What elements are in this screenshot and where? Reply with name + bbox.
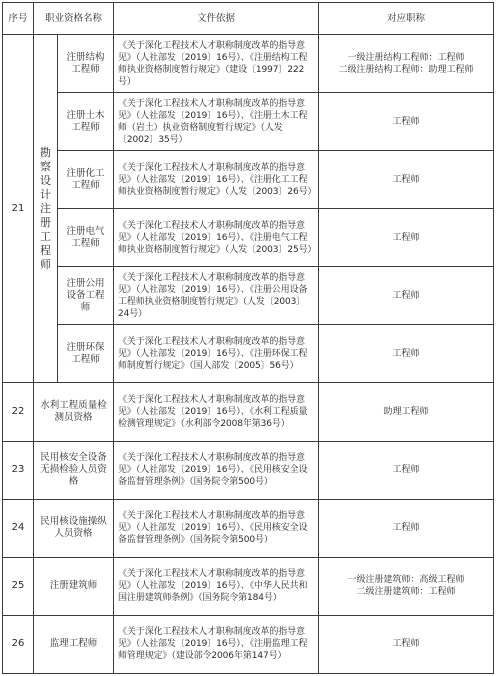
category-label-char: 程 — [40, 243, 51, 257]
row-number: 23 — [3, 441, 34, 499]
table-row — [3, 615, 494, 673]
corresponding-title: 一级注册建筑师：高级工程师 二级注册建筑师：工程师 — [319, 557, 494, 615]
category-label-char: 工 — [40, 229, 51, 243]
qualification-table — [2, 2, 494, 674]
category-label-char: 师 — [40, 257, 51, 271]
corresponding-title: 工程师 — [319, 441, 494, 499]
row-number: 26 — [3, 615, 34, 673]
qualification-name: 注册建筑师 — [34, 557, 114, 615]
header-qualification-name: 职业资格名称 — [34, 3, 114, 35]
table-header-row — [3, 3, 494, 35]
table-row — [3, 383, 494, 441]
qualification-name: 注册公用设备工程师 — [58, 267, 114, 325]
corresponding-title: 工程师 — [319, 93, 494, 151]
row-number: 22 — [3, 383, 34, 441]
document-basis: 《关于深化工程技术人才职称制度改革的指导意见》（人社部发〔2019〕16号）、《注册电气工程师执业资格制度暂行规定》（人发〔2003〕25号） — [114, 209, 319, 267]
table-row — [3, 209, 494, 267]
row-number: 24 — [3, 499, 34, 557]
header-corresponding-title: 对应职称 — [319, 3, 494, 35]
table-row — [3, 499, 494, 557]
row-number: 21 — [3, 35, 34, 383]
document-basis: 《关于深化工程技术人才职称制度改革的指导意见》（人社部发〔2019〕16号）、《注册监理工程师管理规定》（建设部令2006年第147号） — [114, 615, 319, 673]
qualification-name: 注册环保工程师 — [58, 325, 114, 383]
table-row — [3, 557, 494, 615]
document-basis: 《关于深化工程技术人才职称制度改革的指导意见》（人社部发〔2019〕16号）、《注册土木工程师（岩土）执业资格制度暂行规定》（人发〔2002〕35号） — [114, 93, 319, 151]
qualification-name: 注册化工工程师 — [58, 151, 114, 209]
category-label-char: 册 — [40, 215, 51, 229]
document-basis: 《关于深化工程技术人才职称制度改革的指导意见》（人社部发〔2019〕16号）、《水利工程质量检测管理规定》（水利部令2008年第36号） — [114, 383, 319, 441]
qualification-name: 民用核设施操纵人员资格 — [34, 499, 114, 557]
document-basis: 《关于深化工程技术人才职称制度改革的指导意见》（人社部发〔2019〕16号）、《注册结构工程师执业资格制度暂行规定》（建设〔1997〕222号） — [114, 35, 319, 93]
qualification-name: 注册电气工程师 — [58, 209, 114, 267]
document-basis: 《关于深化工程技术人才职称制度改革的指导意见》（人社部发〔2019〕16号）、《注册公用设备工程师执业资格制度暂行规定》（人发〔2003〕24号） — [114, 267, 319, 325]
corresponding-title: 工程师 — [319, 325, 494, 383]
category-label-text — [36, 146, 55, 272]
table-row — [3, 441, 494, 499]
qualification-name: 水利工程质量检测员资格 — [34, 383, 114, 441]
table-row — [3, 267, 494, 325]
table-row — [3, 93, 494, 151]
qualification-name: 监理工程师 — [34, 615, 114, 673]
document-basis: 《关于深化工程技术人才职称制度改革的指导意见》（人社部发〔2019〕16号）、《中华人民共和国注册建筑师条例》（国务院令第184号） — [114, 557, 319, 615]
category-label-char: 计 — [40, 187, 51, 201]
corresponding-title: 工程师 — [319, 209, 494, 267]
category-label-char: 勘 — [40, 145, 51, 159]
category-label-char: 注 — [40, 201, 51, 215]
corresponding-title: 工程师 — [319, 267, 494, 325]
header-seq: 序号 — [3, 3, 34, 35]
document-basis: 《关于深化工程技术人才职称制度改革的指导意见》（人社部发〔2019〕16号）、《注册化工工程师执业资格制度暂行规定》（人发〔2003〕26号） — [114, 151, 319, 209]
row-number: 25 — [3, 557, 34, 615]
document-basis: 《关于深化工程技术人才职称制度改革的指导意见》（人社部发〔2019〕16号）、《民用核安全设备监督管理条例》（国务院令第500号） — [114, 499, 319, 557]
qualification-name: 民用核安全设备无损检验人员资格 — [34, 441, 114, 499]
corresponding-title: 工程师 — [319, 499, 494, 557]
corresponding-title: 助理工程师 — [319, 383, 494, 441]
table-row — [3, 35, 494, 93]
corresponding-title: 工程师 — [319, 615, 494, 673]
document-basis: 《关于深化工程技术人才职称制度改革的指导意见》（人社部发〔2019〕16号）、《民用核安全设备监督管理条例》（国务院令第500号） — [114, 441, 319, 499]
category-label-char: 设 — [40, 173, 51, 187]
category-vertical-label — [34, 35, 58, 383]
corresponding-title: 工程师 — [319, 151, 494, 209]
document-basis: 《关于深化工程技术人才职称制度改革的指导意见》（人社部发〔2019〕16号）、《注册环保工程师制度暂行规定》（国人部发〔2005〕56号） — [114, 325, 319, 383]
table-row — [3, 325, 494, 383]
category-label-char: 察 — [40, 159, 51, 173]
corresponding-title: 一级注册结构工程师：工程师 二级注册结构工程师：助理工程师 — [319, 35, 494, 93]
header-document-basis: 文件依据 — [114, 3, 319, 35]
qualification-name: 注册结构工程师 — [58, 35, 114, 93]
qualification-name: 注册土木工程师 — [58, 93, 114, 151]
table-row — [3, 151, 494, 209]
